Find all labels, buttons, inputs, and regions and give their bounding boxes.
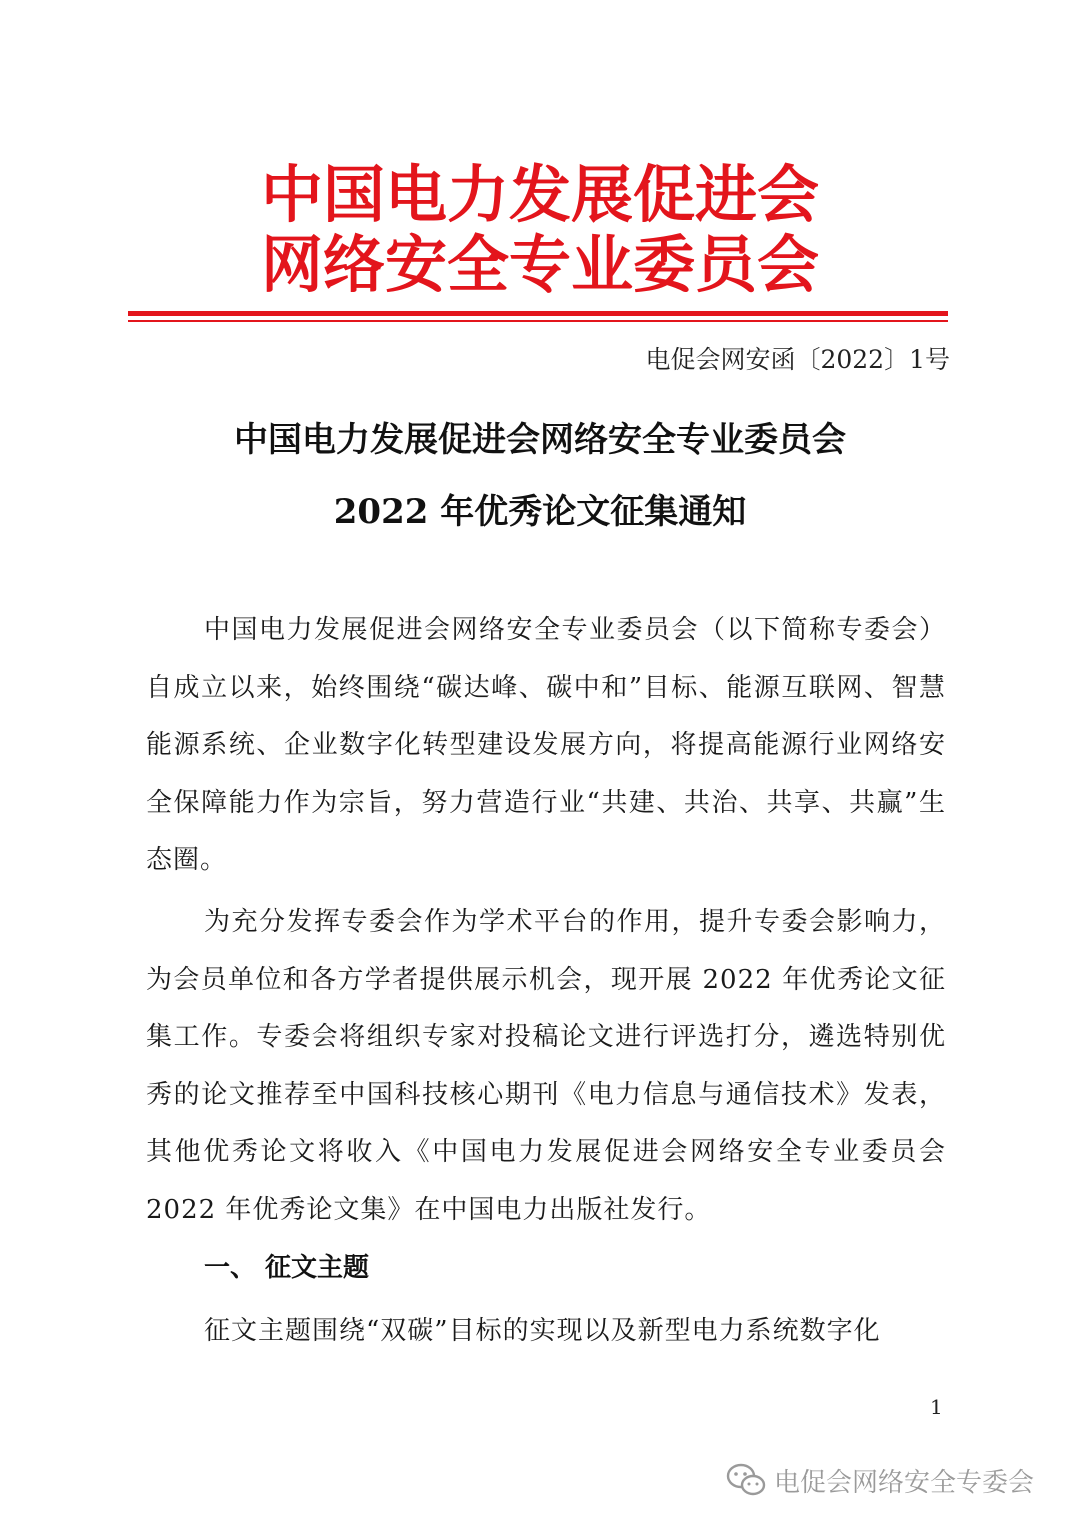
section-heading-1: 一、 征文主题 <box>204 1253 370 1283</box>
document-title-line1: 中国电力发展促进会网络安全专业委员会 <box>234 420 846 460</box>
wechat-watermark <box>726 1460 1034 1500</box>
body-paragraph-1: 中国电力发展促进会网络安全专业委员会（以下简称专委会）自成立以来，始终围绕“碳达峰、碳中和”目标、能源互联网、智慧能源系统、企业数字化转型建设发展方向，将提高能源行业网络安全保障能力作为宗旨，努力营造行业“共建、共治、共享、共赢”生态圈。 <box>146 615 946 875</box>
body-paragraph-2: 为充分发挥专委会作为学术平台的作用，提升专委会影响力，为会员单位和各方学者提供展示机会，现开展 2022 年优秀论文征集工作。专委会将组织专家对投稿论文进行评选打分，遴选特别优秀的论文推荐至中国科技核心期刊《电力信息与通信技术》发表，其他优秀论文将收入《中国电力发展促进会网络安全专业委员会 2022 年优秀论文集》在中国电力出版社发行。 <box>146 907 946 1225</box>
watermark-text: 电促会网络安全专委会 <box>774 1467 1035 1498</box>
body-paragraph-3: 征文主题围绕“双碳”目标的实现以及新型电力系统数字化 <box>204 1316 881 1346</box>
masthead-divider-thin <box>128 320 948 322</box>
wechat-icon <box>726 1463 766 1497</box>
document-number: 电促会网安函〔2022〕1号 <box>645 345 950 374</box>
masthead-divider-thick <box>128 311 948 316</box>
document-title-line2: 2022 年优秀论文征集通知 <box>333 492 747 532</box>
org-name-line1: 中国电力发展促进会 <box>260 158 819 231</box>
org-name-line2: 网络安全专业委员会 <box>260 228 819 301</box>
page-number: 1 <box>930 1395 943 1419</box>
